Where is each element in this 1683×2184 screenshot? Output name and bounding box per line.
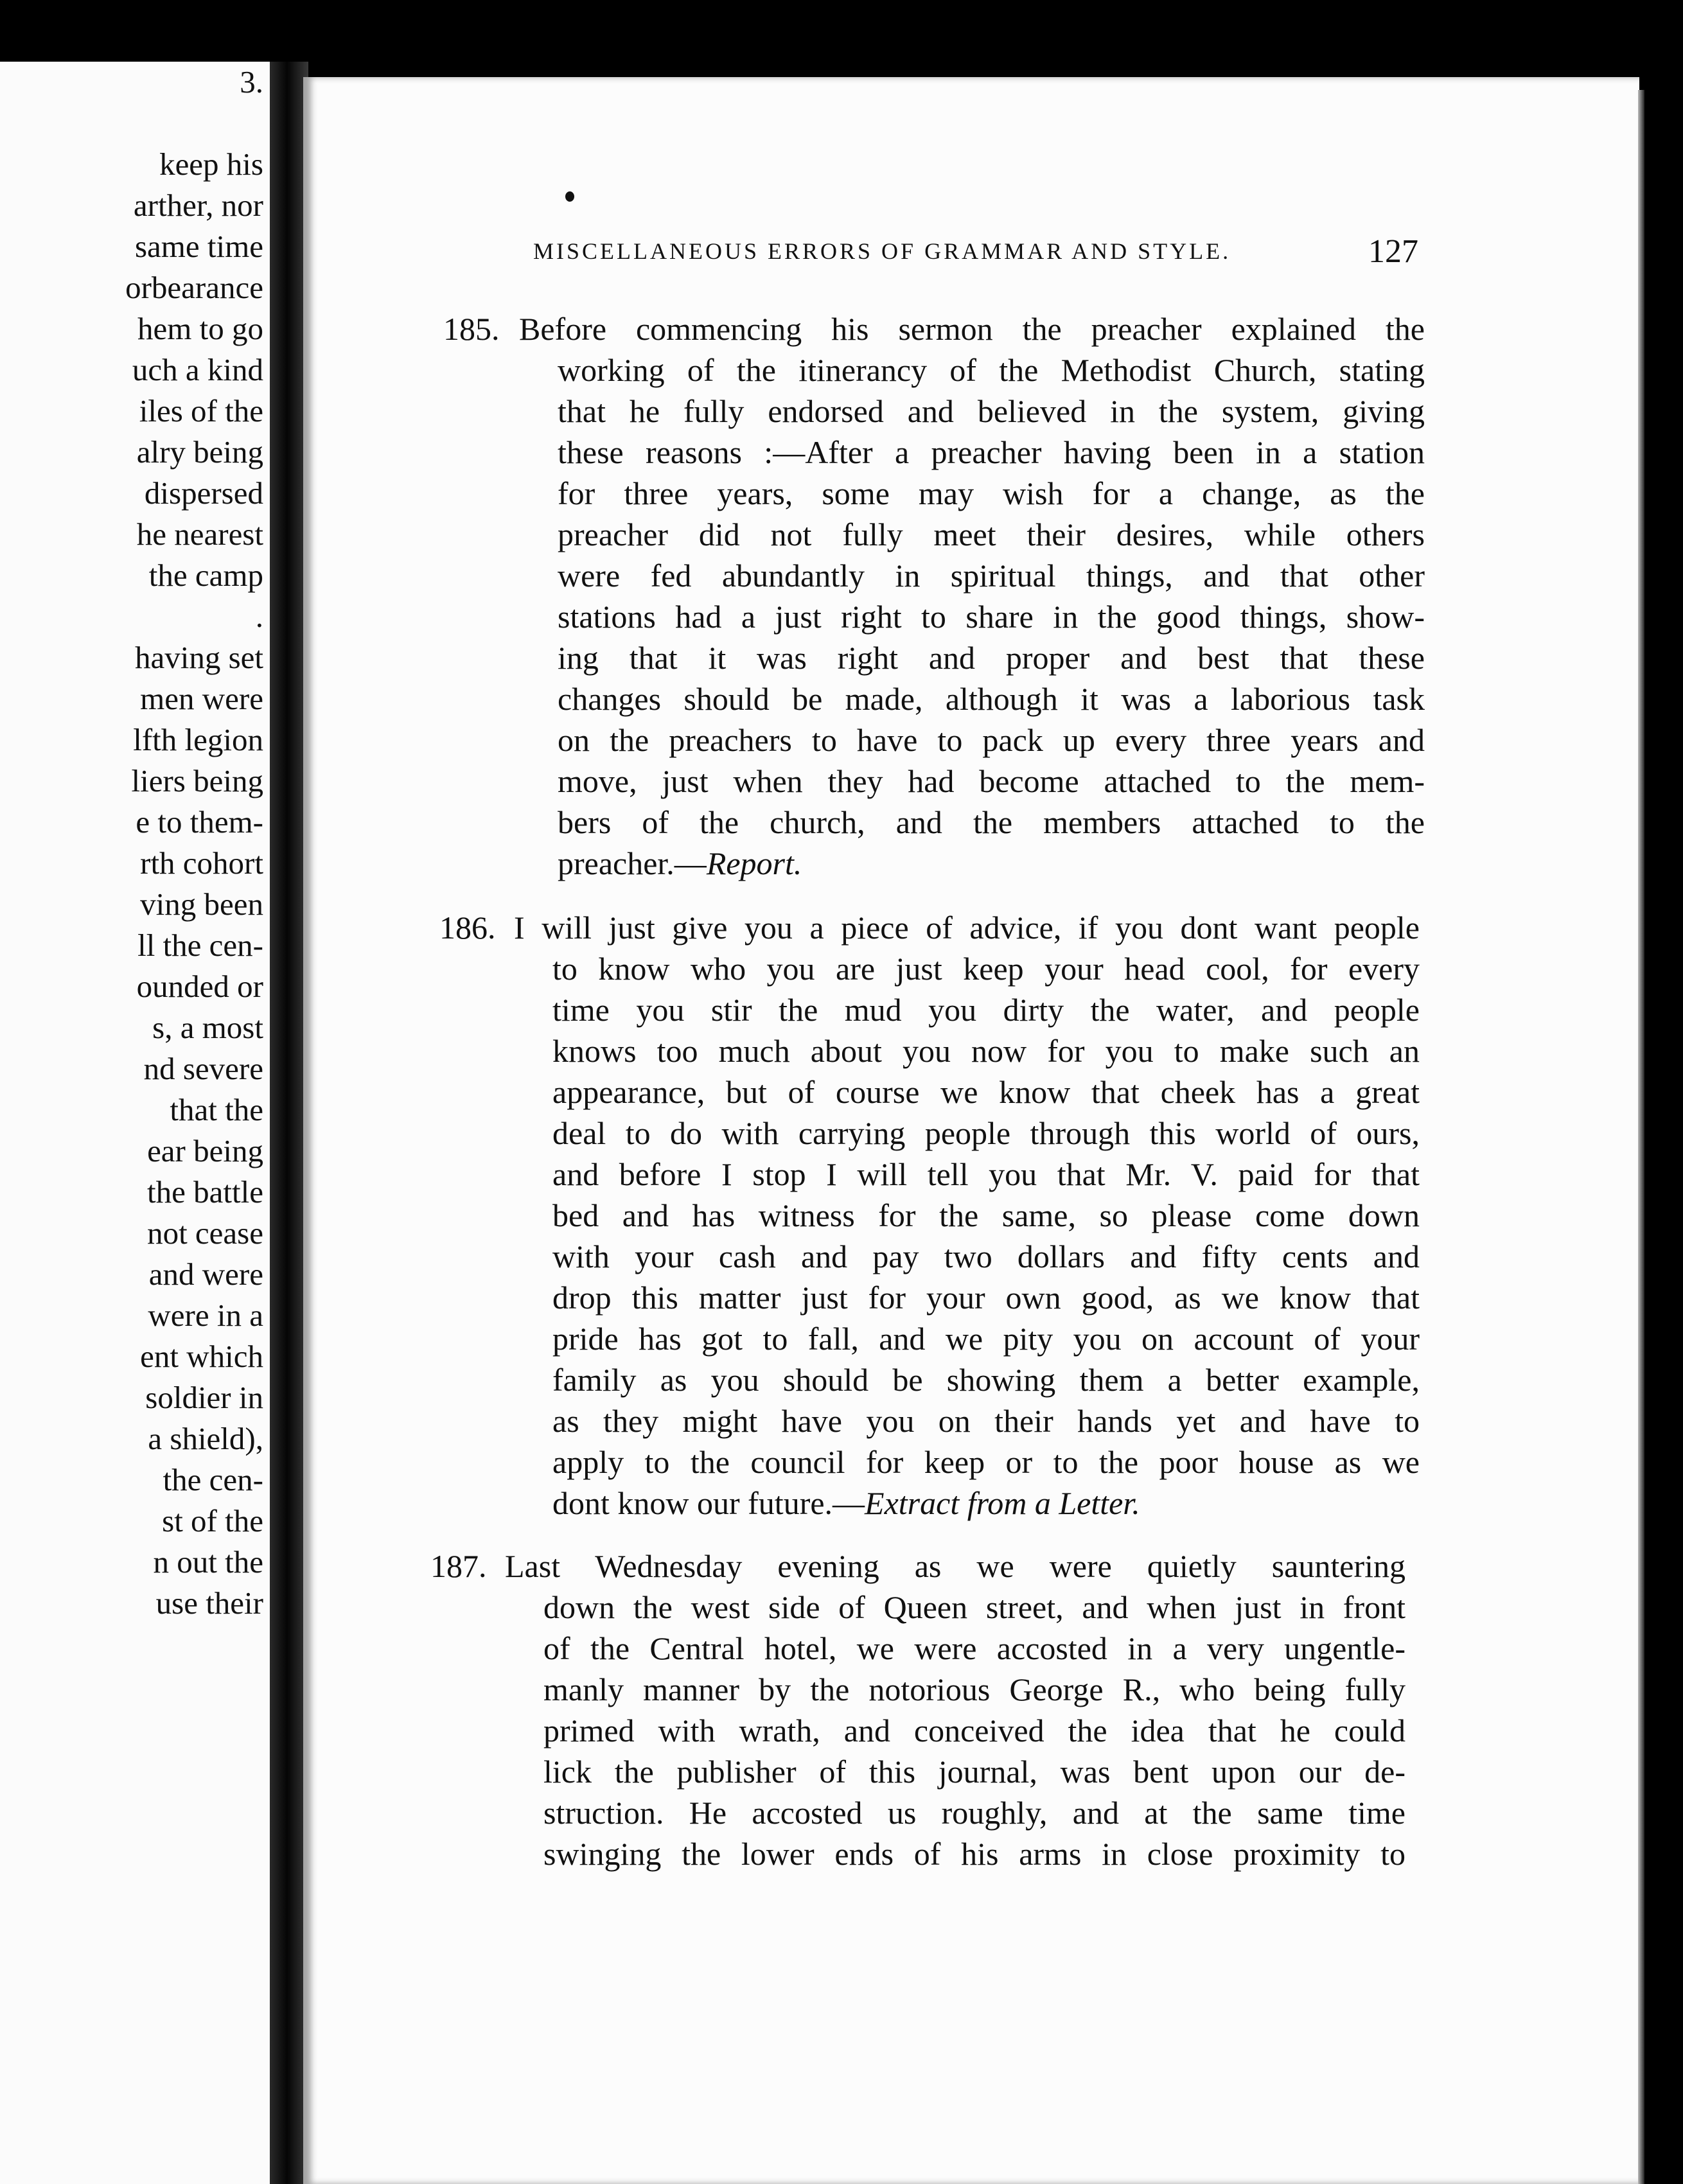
text-line: a shield), [148,1421,263,1456]
text-line: swinging the lower ends of his arms in close proximity to [543,1836,1405,1872]
text-line: bers of the church, and the members attached to the [558,804,1425,840]
text-line: to know who you are just keep your head cool, for every [552,951,1420,987]
text-line: primed with wrath, and conceived the idea that he could [543,1713,1405,1748]
text-line: Before commencing his sermon the preacher explained the [519,311,1425,347]
text-line: having set [134,640,263,675]
text-line: that the [170,1092,263,1127]
text-line: deal to do with carrying people through this world of ours, [552,1115,1420,1151]
text-fragment: preacher.— [558,845,707,881]
entry-text [519,308,1425,884]
text-line: stations had a just right to share in the good things, show- [558,599,1425,635]
text-line: as they might have you on their hands yet and have to [552,1403,1420,1439]
citation: Report. [706,845,802,881]
previous-page-fragment [0,62,270,2184]
text-line: family as you should be showing them a better example, [552,1362,1420,1398]
text-line: that he fully endorsed and believed in the system, giving [558,393,1425,429]
text-line: knows too much about you now for you to make such an [552,1033,1420,1069]
text-line: changes should be made, although it was a laborious task [558,681,1425,717]
text-line: the battle [147,1174,263,1210]
text-line: and before I stop I will tell you that Mr. V. paid for that [552,1156,1420,1192]
text-line: n out the [153,1544,263,1580]
text-line: he nearest [136,516,263,552]
text-line: move, just when they had become attached to the mem- [558,763,1425,799]
text-line: use their [155,1585,263,1621]
text-line [552,1483,1420,1524]
text-line: preacher did not fully meet their desires, while others [558,516,1425,552]
entry-text [505,1546,1405,1874]
entry-number: 187. [430,1548,487,1584]
text-line: and were [148,1256,263,1292]
text-line: hem to go [137,311,263,346]
text-line: men were [140,681,263,716]
text-line: these reasons :—After a preacher having been in a station [558,434,1425,470]
text-line: s, a most [152,1010,263,1045]
text-line: pride has got to fall, and we pity you on account of your [552,1321,1420,1357]
text-line: bed and has witness for the same, so please come down [552,1197,1420,1233]
text-line: lick the publisher of this journal, was bent upon our de- [543,1754,1405,1790]
text-line: ing that it was right and proper and best that these [558,640,1425,676]
entry-number: 185. [443,311,500,347]
text-line: 3. [240,64,263,100]
text-line: keep his [159,146,263,182]
text-line: the camp [148,558,263,593]
text-line: time you stir the mud you dirty the water, and people [552,992,1420,1028]
text-line: for three years, some may wish for a change, as the [558,475,1425,511]
running-head: MISCELLANEOUS ERRORS OF GRAMMAR AND STYLE. [533,238,1231,264]
text-line [0,103,263,144]
text-line: same time [134,229,263,264]
text-line: of the Central hotel, we were accosted in a very ungentle- [543,1630,1405,1666]
citation: Extract from a Letter. [865,1485,1140,1521]
text-line: on the preachers to have to pack up every three years and [558,722,1425,758]
text-line: ounded or [136,969,263,1004]
text-line: were fed abundantly in spiritual things, and that other [558,558,1425,594]
text-line: liers being [131,763,263,798]
text-line: uch a kind [132,352,263,387]
text-fragment: dont know our future.— [552,1485,865,1521]
text-line: . [255,599,263,634]
text-line: ving been [140,886,263,922]
text-line: nd severe [143,1051,263,1086]
text-line: lfth legion [133,722,263,757]
text-line: I will just give you a piece of advice, if you dont want people [514,910,1420,946]
ink-speck [565,191,574,202]
text-line: dispersed [144,475,263,511]
page-edge-shadow [1638,90,1644,2184]
text-line: struction. He accosted us roughly, and at the same time [543,1795,1405,1831]
text-line: drop this matter just for your own good, as we know that [552,1280,1420,1316]
text-line: the cen- [163,1462,263,1497]
text-line: orbearance [125,270,263,305]
text-line: ent which [140,1339,263,1374]
text-line: not cease [147,1215,263,1251]
text-line: apply to the council for keep or to the poor house as we [552,1444,1420,1480]
text-line: with your cash and pay two dollars and fifty cents and [552,1238,1420,1274]
text-line: ll the cen- [137,928,263,963]
text-line: e to them- [136,804,263,840]
text-line: down the west side of Queen street, and when just in front [543,1589,1405,1625]
entry-text [514,907,1420,1524]
text-line: manly manner by the notorious George R., who being fully [543,1671,1405,1707]
text-line: ear being [147,1133,263,1168]
text-line: working of the itinerancy of the Methodist Church, stating [558,352,1425,388]
text-line: soldier in [145,1380,263,1415]
text-line: were in a [148,1298,263,1333]
text-line: st of the [162,1503,263,1538]
text-line: Last Wednesday evening as we were quietly sauntering [505,1548,1405,1584]
entry-number: 186. [439,910,496,946]
text-line: appearance, but of course we know that cheek has a great [552,1074,1420,1110]
text-line: arther, nor [133,188,263,223]
text-line: rth cohort [140,845,263,881]
text-line: iles of the [139,393,263,428]
book-gutter [270,62,308,2184]
page-number: 127 [1368,233,1418,270]
text-line: alry being [136,434,263,470]
previous-page-text [0,62,263,1624]
text-line [558,843,1425,884]
